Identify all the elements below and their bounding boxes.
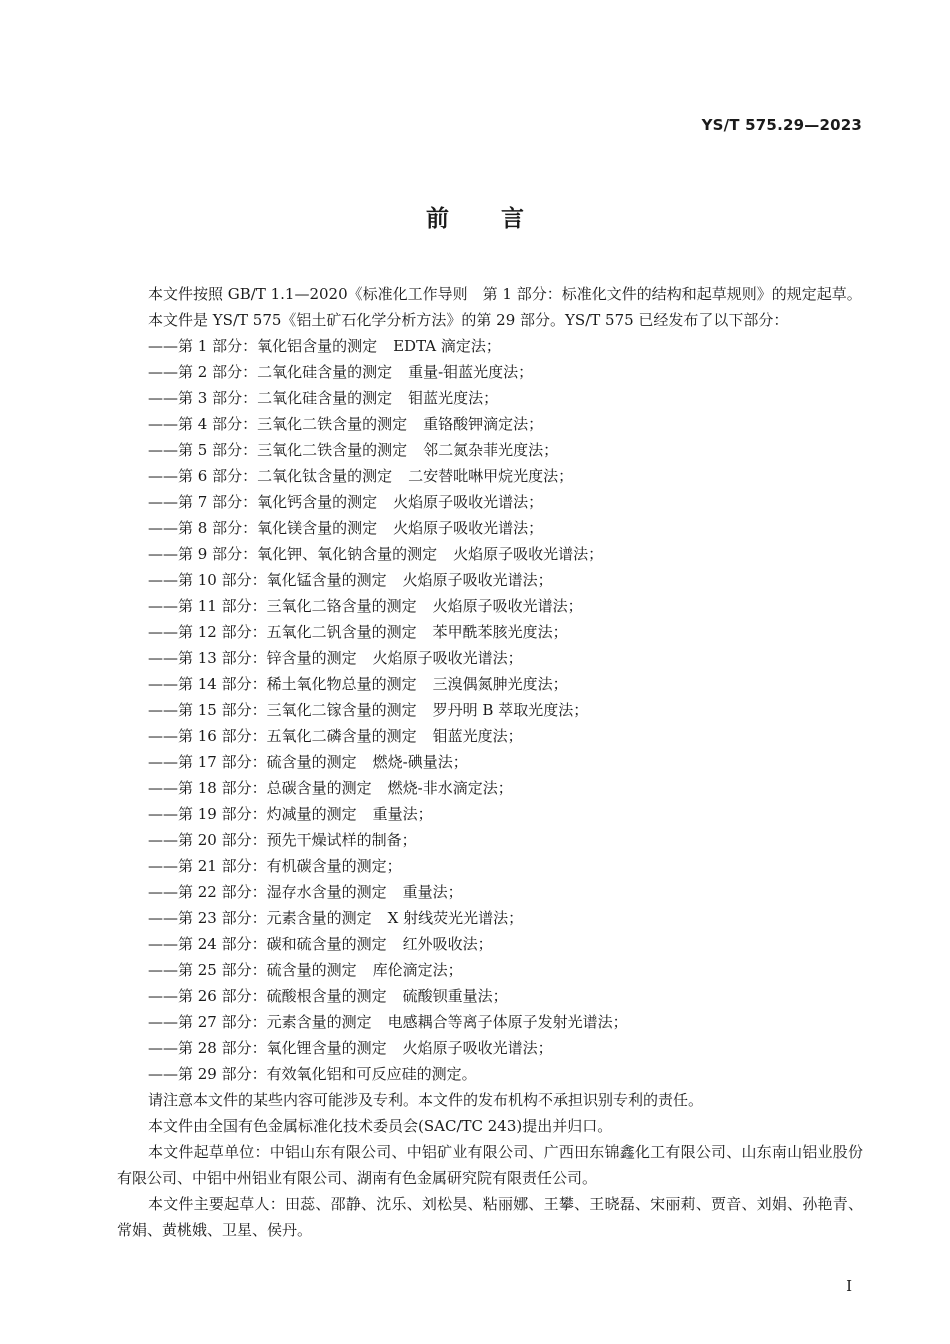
part-prefix: ——第 9 部分： [148,545,258,563]
document-body [117,281,863,1243]
part-prefix: ——第 20 部分： [148,831,267,849]
list-item [117,775,863,801]
part-name: 稀土氧化物总量的测定 [266,675,417,693]
list-item [117,567,863,593]
part-prefix: ——第 11 部分： [148,597,267,615]
part-name: 碳和硫含量的测定 [266,935,387,953]
part-prefix: ——第 6 部分： [148,467,258,485]
part-method: 火焰原子吸收光谱法； [432,597,583,615]
list-item [117,437,863,463]
part-prefix: ——第 8 部分： [148,519,258,537]
list-item [117,515,863,541]
part-name: 氧化镁含量的测定 [257,519,378,537]
part-method: 罗丹明 B 萃取光度法； [432,701,589,719]
part-prefix: ——第 2 部分： [148,363,258,381]
part-name: 总碳含量的测定 [266,779,372,797]
list-item [117,593,863,619]
part-prefix: ——第 28 部分： [148,1039,267,1057]
list-item [117,359,863,385]
part-prefix: ——第 5 部分： [148,441,258,459]
part-name: 五氧化二钒含量的测定 [266,623,417,641]
list-item [117,723,863,749]
list-item [117,645,863,671]
part-name: 二氧化硅含量的测定 [257,363,393,381]
part-prefix: ——第 7 部分： [148,493,258,511]
part-prefix: ——第 10 部分： [148,571,267,589]
part-prefix: ——第 23 部分： [148,909,267,927]
part-prefix: ——第 26 部分： [148,987,267,1005]
list-item [117,801,863,827]
part-name: 氧化铝含量的测定 [257,337,378,355]
part-prefix: ——第 12 部分： [148,623,267,641]
part-name: 三氧化二铬含量的测定 [266,597,417,615]
part-prefix: ——第 16 部分： [148,727,267,745]
proposer-statement: 本文件由全国有色金属标准化技术委员会(SAC/TC 243)提出并归口。 [148,1117,613,1135]
part-prefix: ——第 25 部分： [148,961,267,979]
part-method: 燃烧-碘量法； [372,753,468,771]
list-item [117,879,863,905]
part-prefix: ——第 14 部分： [148,675,267,693]
part-name: 硫含量的测定 [266,753,357,771]
part-method: 钼蓝光度法； [408,389,499,407]
part-method: EDTA 滴定法； [393,337,501,355]
list-item [117,749,863,775]
list-item [117,1035,863,1061]
part-method: 火焰原子吸收光谱法； [372,649,523,667]
list-item [117,489,863,515]
patent-notice: 请注意本文件的某些内容可能涉及专利。本文件的发布机构不承担识别专利的责任。 [148,1091,704,1109]
part-prefix: ——第 4 部分： [148,415,258,433]
part-name: 氧化锂含量的测定 [266,1039,387,1057]
part-method: 重量法； [372,805,433,823]
drafters: 本文件主要起草人：田蕊、邵静、沈乐、刘松昊、粘丽娜、王攀、王晓磊、宋丽莉、贾音、刘娟、孙艳青、常娟、黄桃娥、卫星、侯丹。 [117,1195,863,1239]
part-prefix: ——第 19 部分： [148,805,267,823]
part-method: 火焰原子吸收光谱法； [393,519,544,537]
part-name: 氧化锰含量的测定 [266,571,387,589]
part-method: 重铬酸钾滴定法； [423,415,544,433]
part-method: 火焰原子吸收光谱法； [393,493,544,511]
part-name: 元素含量的测定 [266,909,372,927]
list-item [117,1061,863,1087]
part-prefix: ——第 24 部分： [148,935,267,953]
part-name: 灼减量的测定 [266,805,357,823]
list-item [117,697,863,723]
part-prefix: ——第 18 部分： [148,779,267,797]
part-method: 电感耦合等离子体原子发射光谱法； [387,1013,628,1031]
drafting-units: 本文件起草单位：中铝山东有限公司、中铝矿业有限公司、广西田东锦鑫化工有限公司、山东南山铝业股份有限公司、中铝中州铝业有限公司、湖南有色金属研究院有限责任公司。 [117,1143,863,1187]
part-method: 红外吸收法； [402,935,493,953]
part-method: 苯甲酰苯胲光度法； [432,623,568,641]
list-item [117,931,863,957]
part-name: 三氧化二铁含量的测定 [257,441,408,459]
part-name: 有机碳含量的测定； [266,857,402,875]
part-method: 火焰原子吸收光谱法； [402,571,553,589]
page-number: I [846,1277,852,1295]
part-prefix: ——第 3 部分： [148,389,258,407]
part-prefix: ——第 13 部分： [148,649,267,667]
part-method: 燃烧-非水滴定法； [387,779,513,797]
part-name: 有效氧化铝和可反应硅的测定。 [266,1065,477,1083]
list-item [117,957,863,983]
part-prefix: ——第 15 部分： [148,701,267,719]
part-prefix: ——第 22 部分： [148,883,267,901]
part-prefix: ——第 21 部分： [148,857,267,875]
part-method: 重量-钼蓝光度法； [408,363,534,381]
part-prefix: ——第 29 部分： [148,1065,267,1083]
list-item [117,983,863,1009]
part-prefix: ——第 27 部分： [148,1013,267,1031]
part-name: 三氧化二铁含量的测定 [257,415,408,433]
part-name: 锌含量的测定 [266,649,357,667]
part-prefix: ——第 17 部分： [148,753,267,771]
part-method: 库伦滴定法； [372,961,463,979]
part-name: 二氧化钛含量的测定 [257,467,393,485]
part-method: 三溴偶氮胂光度法； [432,675,568,693]
standard-code: YS/T 575.29—2023 [701,116,862,134]
part-name: 氧化钾、氧化钠含量的测定 [257,545,438,563]
list-item [117,385,863,411]
part-name: 二氧化硅含量的测定 [257,389,393,407]
list-item [117,411,863,437]
page-title: 前言 [426,206,576,232]
part-name: 湿存水含量的测定 [266,883,387,901]
drafting-rules-paragraph: 本文件按照 GB/T 1.1—2020《标准化工作导则 第 1 部分：标准化文件的结构和起草规则》的规定起草。 [148,285,862,303]
part-method: 硫酸钡重量法； [402,987,508,1005]
series-intro-paragraph: 本文件是 YS/T 575《铝土矿石化学分析方法》的第 29 部分。YS/T 575 已经发布了以下部分： [148,311,789,329]
list-item [117,671,863,697]
part-name: 元素含量的测定 [266,1013,372,1031]
part-name: 三氧化二镓含量的测定 [266,701,417,719]
part-method: 钼蓝光度法； [432,727,523,745]
list-item [117,463,863,489]
part-prefix: ——第 1 部分： [148,337,258,355]
list-item [117,827,863,853]
list-item [117,1009,863,1035]
part-name: 硫酸根含量的测定 [266,987,387,1005]
part-name: 硫含量的测定 [266,961,357,979]
list-item [117,905,863,931]
part-name: 五氧化二磷含量的测定 [266,727,417,745]
part-method: 火焰原子吸收光谱法； [453,545,604,563]
part-method: X 射线荧光光谱法； [387,909,524,927]
list-item [117,541,863,567]
part-name: 氧化钙含量的测定 [257,493,378,511]
list-item [117,853,863,879]
part-name: 预先干燥试样的制备； [266,831,417,849]
part-method: 重量法； [402,883,463,901]
parts-list [117,333,863,1087]
list-item [117,619,863,645]
list-item [117,333,863,359]
part-method: 二安替吡啉甲烷光度法； [408,467,574,485]
part-method: 火焰原子吸收光谱法； [402,1039,553,1057]
part-method: 邻二氮杂菲光度法； [423,441,559,459]
